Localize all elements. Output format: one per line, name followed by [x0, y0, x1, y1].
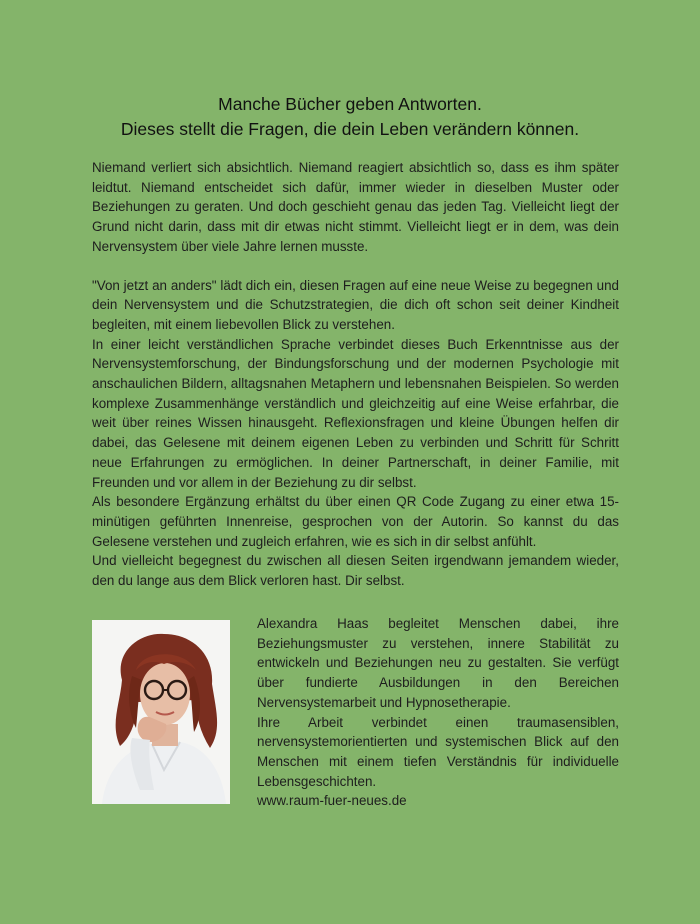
author-photo — [92, 620, 230, 804]
headline — [0, 92, 700, 142]
blurb-paragraph-2: "Von jetzt an anders" lädt dich ein, diesen Fragen auf eine neue Weise zu begegnen und dein Nervensystem und die Schutzstrategien, die dich oft schon seit deiner Kindheit begleiten, mit einem liebevollen Blick zu verstehen. — [92, 277, 619, 332]
blurb-paragraph-1: Niemand verliert sich absichtlich. Niemand reagiert absichtlich so, dass es ihm später leidtut. Niemand entscheidet sich dafür, immer wieder in dieselben Muster oder Beziehungen zu geraten. Und doch geschieht genau das jeden Tag. Vielleicht liegt der Grund nicht darin, dass mit dir etwas nicht stimmt. Vielleicht liegt er in dem, was dein Nervensystem über viele Jahre lernen musste. — [92, 160, 619, 254]
headline-line-1: Manche Bücher geben Antworten. — [218, 94, 482, 114]
author-bio — [257, 614, 619, 811]
author-bio-paragraph-1: Alexandra Haas begleitet Menschen dabei, ihre Beziehungsmuster zu verstehen, innere Stabilität zu entwickeln und Beziehungen neu zu gestalten. Sie verfügt über fundierte Ausbildungen in den Bereichen Nervensystemarbeit und Hypnosetherapie. — [257, 616, 619, 710]
headline-line-2: Dieses stellt die Fragen, die dein Leben verändern können. — [120, 119, 580, 139]
blurb — [92, 158, 619, 591]
blurb-paragraph-5: Und vielleicht begegnest du zwischen all diesen Seiten irgendwann jemandem wieder, den du lange aus dem Blick verloren hast. Dir selbst. — [92, 553, 619, 589]
author-bio-paragraph-2: Ihre Arbeit verbindet einen traumasensiblen, nervensystemorientierten und systemischen Blick auf den Menschen mit einem tiefen Verständnis für individuelle Lebensgeschichten. — [257, 714, 619, 789]
blurb-paragraph-4: Als besondere Ergänzung erhältst du über einen QR Code Zugang zu einer etwa 15-minütigen geführten Innenreise, gesprochen von der Autorin. So kannst du das Gelesene verstehen und zugleich erfahren, wie es sich in dir selbst anfühlt. — [92, 494, 619, 549]
blurb-paragraph-3: In einer leicht verständlichen Sprache verbindet dieses Buch Erkenntnisse aus der Nervensystemforschung, der Bindungsforschung und der modernen Psychologie mit anschaulichen Bildern, alltagsnahen Metaphern und lebensnahen Beispielen. So werden komplexe Zusammenhänge verständlich und gleichzeitig auf eine Weise erfahrbar, die weit über reines Wissen hinausgeht. Reflexionsfragen und kleine Übungen helfen dir dabei, das Gelesene mit deinem eigenen Leben zu verbinden und Schritt für Schritt neue Erfahrungen zu ermöglichen. In deiner Partnerschaft, in deiner Familie, mit Freunden und vor allem in der Beziehung zu dir selbst. — [92, 336, 619, 490]
author-website: www.raum-fuer-neues.de — [257, 793, 407, 809]
author-portrait-illustration — [92, 620, 230, 804]
